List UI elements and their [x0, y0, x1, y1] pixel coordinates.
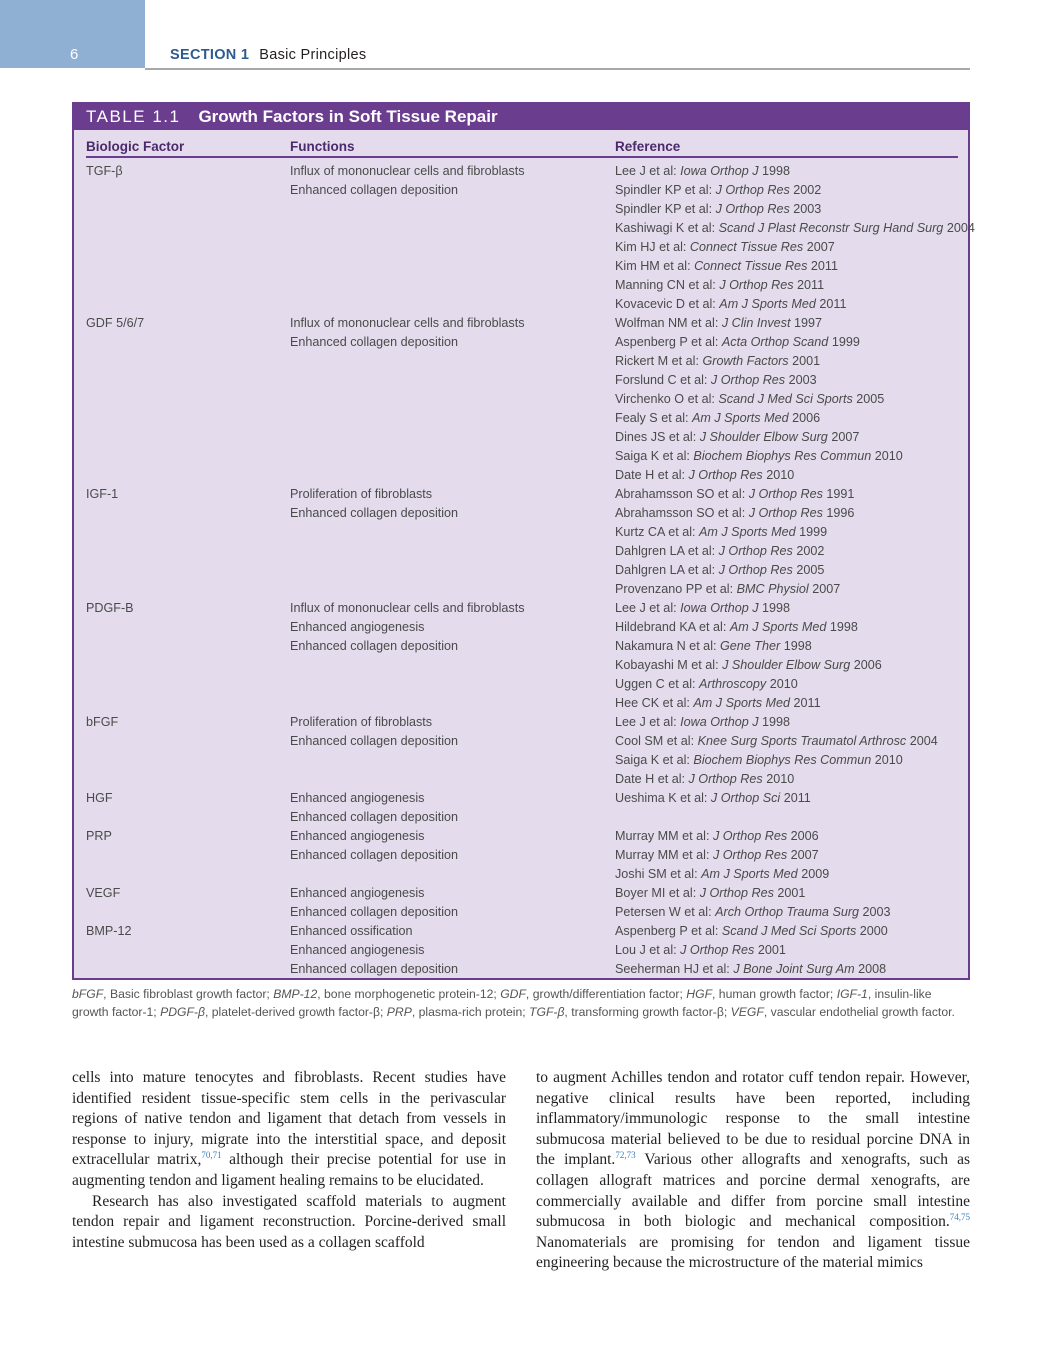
reference-year: 1998 — [762, 164, 791, 178]
function-item: Influx of mononuclear cells and fibroblasts — [290, 316, 525, 330]
reference-journal: Scand J Med Sci Sports — [721, 924, 857, 938]
reference-journal: Gene Ther — [720, 639, 781, 653]
column-header-functions: Functions — [290, 139, 355, 154]
cell-functions — [290, 314, 525, 352]
reference-journal: Am J Sports Med — [729, 620, 827, 634]
reference-item — [615, 428, 903, 447]
footnote-definition: Basic fibroblast growth factor — [109, 987, 267, 1001]
reference-item — [615, 561, 854, 580]
reference-journal: J Bone Joint Surg Am — [733, 962, 855, 976]
reference-authors: Lee J et al: — [615, 601, 677, 615]
reference-authors: Joshi SM et al: — [615, 867, 698, 881]
footnote-definition: platelet-derived growth factor-β — [211, 1004, 380, 1019]
reference-year: 1996 — [826, 506, 855, 520]
reference-authors: Saiga K et al: — [615, 449, 690, 463]
reference-authors: Kashiwagi K et al: — [615, 221, 716, 235]
reference-item — [615, 447, 903, 466]
reference-authors: Nakamura N et al: — [615, 639, 717, 653]
cell-references — [615, 827, 829, 884]
reference-year: 2003 — [793, 202, 822, 216]
reference-journal: Acta Orthop Scand — [721, 335, 829, 349]
reference-journal: J Orthop Res — [715, 202, 790, 216]
reference-year: 2006 — [853, 658, 882, 672]
reference-item — [615, 827, 829, 846]
reference-authors: Manning CN et al: — [615, 278, 716, 292]
reference-year: 2010 — [766, 468, 795, 482]
reference-authors: Cool SM et al: — [615, 734, 695, 748]
reference-item — [615, 523, 854, 542]
table-body — [86, 162, 975, 979]
reference-journal: Scand J Med Sci Sports — [718, 392, 853, 406]
reference-item — [615, 181, 975, 200]
body-text: cells into mature tenocytes and fibroblasts. Recent studies have identified resident tissue-specific stem cells in the perivascular regions of native tendon and ligament that detach from vessels in response to injury, migrate into the interstitial space, and deposit extracellular matrix, — [72, 1069, 506, 1169]
table-row — [86, 599, 958, 713]
footnote-definition: human growth factor — [718, 987, 830, 1001]
reference-year: 2011 — [819, 297, 847, 311]
reference-item — [615, 276, 975, 295]
reference-authors: Forslund C et al: — [615, 373, 708, 387]
footnote-abbreviation: HGF — [686, 987, 713, 1001]
cell-references — [615, 789, 811, 808]
section-title: Basic Principles — [259, 47, 367, 63]
function-item: Enhanced collagen deposition — [290, 183, 459, 197]
cell-biologic-factor: HGF — [86, 791, 113, 805]
reference-journal: J Orthop Res — [748, 487, 823, 501]
reference-year: 1998 — [829, 620, 858, 634]
reference-journal: J Orthop Res — [715, 183, 790, 197]
reference-authors: Date H et al: — [615, 468, 685, 482]
reference-journal: J Orthop Res — [688, 772, 763, 786]
reference-authors: Wolfman NM et al: — [615, 316, 719, 330]
reference-journal: Connect Tissue Res — [689, 240, 804, 254]
footnote-abbreviation: PRP — [386, 1004, 412, 1019]
reference-journal: Iowa Orthop J — [680, 601, 759, 615]
reference-year: 2011 — [793, 696, 821, 710]
reference-item — [615, 390, 903, 409]
reference-item — [615, 884, 891, 903]
reference-journal: Biochem Biophys Res Commun — [693, 449, 872, 463]
reference-journal: J Orthop Res — [688, 468, 763, 482]
reference-journal: Am J Sports Med — [699, 525, 796, 539]
reference-item — [615, 770, 938, 789]
reference-item — [615, 713, 938, 732]
reference-journal: Am J Sports Med — [719, 297, 816, 311]
reference-item — [615, 371, 903, 390]
reference-authors: Aspenberg P et al: — [615, 335, 719, 349]
reference-item — [615, 941, 888, 960]
body-column-left — [72, 1068, 506, 1253]
body-column-right — [536, 1068, 970, 1274]
function-item: Influx of mononuclear cells and fibroblasts — [290, 601, 525, 615]
reference-item — [615, 162, 975, 181]
cell-biologic-factor: PRP — [86, 829, 112, 843]
reference-year: 1997 — [793, 316, 822, 330]
reference-year: 2005 — [796, 563, 825, 577]
citation-superscript[interactable]: 70,71 — [201, 1150, 222, 1161]
reference-year: 2011 — [797, 278, 825, 292]
table-row — [86, 827, 958, 884]
table-row — [86, 713, 958, 789]
reference-journal: Arch Orthop Trauma Surg — [715, 905, 860, 919]
reference-item — [615, 637, 882, 656]
cell-biologic-factor: VEGF — [86, 886, 121, 900]
reference-item — [615, 732, 938, 751]
function-item: Enhanced collagen deposition — [290, 734, 459, 748]
table-row — [86, 314, 958, 485]
table-row — [86, 485, 958, 599]
reference-item — [615, 238, 975, 257]
reference-item — [615, 960, 888, 979]
footnote-abbreviation: GDF — [500, 987, 526, 1001]
body-paragraph — [536, 1068, 970, 1274]
reference-authors: Kim HM et al: — [615, 259, 691, 273]
citation-superscript[interactable]: 72,73 — [615, 1150, 636, 1161]
cell-biologic-factor: IGF-1 — [86, 487, 119, 501]
cell-references — [615, 922, 888, 979]
reference-item — [615, 314, 903, 333]
cell-references — [615, 162, 975, 314]
reference-authors: Kim HJ et al: — [615, 240, 687, 254]
reference-year: 2003 — [788, 373, 817, 387]
reference-year: 2010 — [874, 449, 903, 463]
reference-item — [615, 865, 829, 884]
footnote-abbreviation: TGF-β — [529, 1004, 565, 1019]
reference-authors: Rickert M et al: — [615, 354, 699, 368]
reference-year: 2007 — [806, 240, 835, 254]
function-item: Enhanced collagen deposition — [290, 810, 459, 824]
reference-journal: Knee Surg Sports Traumatol Arthrosc — [697, 734, 907, 748]
reference-journal: Am J Sports Med — [692, 411, 789, 425]
reference-journal: J Orthop Res — [718, 563, 793, 577]
footnote-abbreviation: IGF-1 — [836, 987, 868, 1001]
reference-year: 2002 — [793, 183, 822, 197]
footnote-abbreviation: bFGF — [72, 987, 104, 1001]
reference-journal: J Orthop Res — [712, 848, 788, 862]
reference-journal: J Orthop Res — [719, 278, 794, 292]
reference-authors: Spindler KP et al: — [615, 183, 713, 197]
reference-year: 2011 — [783, 791, 811, 805]
function-item: Enhanced collagen deposition — [290, 639, 459, 653]
reference-year: 2004 — [909, 734, 938, 748]
body-text: to augment Achilles tendon and rotator cuff tendon repair. However, negative clinical results have been reported, including inflammatory/immunologic response to the small intestine submucosa material believed to be due to residual porcine DNA in the implant. — [536, 1069, 970, 1169]
growth-factors-table — [72, 102, 975, 980]
function-item: Enhanced angiogenesis — [290, 791, 425, 805]
reference-authors: Murray MM et al: — [615, 848, 710, 862]
cell-biologic-factor: TGF-β — [86, 164, 123, 178]
reference-item — [615, 846, 829, 865]
cell-references — [615, 884, 891, 922]
reference-year: 2008 — [858, 962, 887, 976]
reference-authors: Lee J et al: — [615, 715, 677, 729]
reference-authors: Uggen C et al: — [615, 677, 696, 691]
cell-functions — [290, 162, 525, 200]
reference-year: 2000 — [859, 924, 888, 938]
reference-year: 1999 — [831, 335, 860, 349]
cell-functions — [290, 485, 458, 523]
table-titlebar — [74, 104, 968, 130]
function-item: Enhanced collagen deposition — [290, 848, 459, 862]
reference-item — [615, 922, 888, 941]
reference-journal: J Shoulder Elbow Surg — [699, 430, 828, 444]
citation-superscript[interactable]: 74,75 — [949, 1212, 970, 1223]
reference-authors: Spindler KP et al: — [615, 202, 713, 216]
reference-item — [615, 295, 975, 314]
cell-references — [615, 713, 938, 789]
section-label: SECTION 1 — [170, 47, 250, 63]
reference-journal: J Orthop Res — [748, 506, 823, 520]
reference-authors: Hildebrand KA et al: — [615, 620, 727, 634]
function-item: Enhanced collagen deposition — [290, 506, 459, 520]
cell-references — [615, 314, 903, 485]
reference-journal: Am J Sports Med — [701, 867, 798, 881]
cell-functions — [290, 884, 458, 922]
function-item: Influx of mononuclear cells and fibroblasts — [290, 164, 525, 178]
reference-authors: Aspenberg P et al: — [615, 924, 719, 938]
cell-biologic-factor: GDF 5/6/7 — [86, 316, 145, 330]
reference-year: 2006 — [792, 411, 821, 425]
body-text: Various other allografts and xenografts, such as collagen allograft matrices and porcine dermal xenografts, are commercially available and differ from porcine small intestine submucosa in both biologic and mechanical composition. — [536, 1151, 970, 1231]
column-header-biologic-factor: Biologic Factor — [86, 139, 185, 154]
table-column-headers — [86, 138, 958, 158]
footnote-definition: plasma-rich protein — [418, 1004, 523, 1019]
function-item: Enhanced angiogenesis — [290, 620, 425, 634]
reference-item — [615, 656, 882, 675]
reference-authors: Fealy S et al: — [615, 411, 689, 425]
reference-year: 2001 — [757, 943, 786, 957]
reference-journal: J Orthop Res — [710, 373, 786, 387]
reference-item — [615, 694, 882, 713]
reference-authors: Kovacevic D et al: — [615, 297, 716, 311]
reference-item — [615, 504, 854, 523]
reference-year: 2005 — [856, 392, 885, 406]
reference-authors: Lou J et al: — [615, 943, 677, 957]
reference-year: 2001 — [777, 886, 806, 900]
reference-year: 2010 — [766, 772, 795, 786]
footnote-abbreviation: VEGF — [730, 1004, 764, 1019]
reference-authors: Hee CK et al: — [615, 696, 690, 710]
reference-item — [615, 580, 854, 599]
reference-journal: Connect Tissue Res — [694, 259, 808, 273]
reference-year: 1991 — [826, 487, 855, 501]
reference-journal: Biochem Biophys Res Commun — [693, 753, 872, 767]
reference-year: 1998 — [783, 639, 812, 653]
reference-authors: Virchenko O et al: — [615, 392, 715, 406]
body-text: Nanomaterials are promising for tendon and ligament tissue engineering because the microstructure of the material mimics — [536, 1233, 970, 1272]
reference-item — [615, 466, 903, 485]
reference-journal: BMC Physiol — [736, 582, 809, 596]
header-rule — [145, 68, 970, 70]
reference-year: 2007 — [831, 430, 860, 444]
function-item: Enhanced ossification — [290, 924, 413, 938]
reference-year: 2007 — [812, 582, 841, 596]
footnote-definition: growth/differentiation factor — [532, 987, 680, 1001]
reference-year: 1998 — [762, 601, 791, 615]
reference-journal: Growth Factors — [702, 354, 789, 368]
cell-functions — [290, 922, 458, 979]
reference-year: 2009 — [801, 867, 830, 881]
reference-journal: Iowa Orthop J — [680, 164, 759, 178]
reference-authors: Saiga K et al: — [615, 753, 690, 767]
reference-item — [615, 257, 975, 276]
reference-authors: Murray MM et al: — [615, 829, 710, 843]
cell-references — [615, 599, 882, 713]
reference-item — [615, 219, 975, 238]
reference-year: 1998 — [762, 715, 791, 729]
reference-authors: Abrahamsson SO et al: — [615, 506, 746, 520]
function-item: Enhanced angiogenesis — [290, 829, 425, 843]
reference-journal: Arthroscopy — [699, 677, 767, 691]
reference-authors: Petersen W et al: — [615, 905, 712, 919]
cell-biologic-factor: BMP-12 — [86, 924, 132, 938]
reference-year: 2006 — [790, 829, 819, 843]
reference-authors: Abrahamsson SO et al: — [615, 487, 746, 501]
cell-biologic-factor: bFGF — [86, 715, 119, 729]
reference-authors: Dahlgren LA et al: — [615, 563, 716, 577]
reference-authors: Provenzano PP et al: — [615, 582, 734, 596]
cell-biologic-factor: PDGF-B — [86, 601, 134, 615]
reference-authors: Dines JS et al: — [615, 430, 697, 444]
reference-journal: J Shoulder Elbow Surg — [722, 658, 851, 672]
page-number: 6 — [70, 46, 79, 63]
reference-journal: J Orthop Res — [718, 544, 793, 558]
function-item: Enhanced collagen deposition — [290, 905, 459, 919]
function-item: Enhanced angiogenesis — [290, 886, 425, 900]
reference-authors: Boyer MI et al: — [615, 886, 697, 900]
cell-functions — [290, 599, 525, 656]
footnote-definition: vascular endothelial growth factor — [770, 1004, 952, 1019]
reference-journal: J Orthop Res — [680, 943, 755, 957]
reference-item — [615, 675, 882, 694]
cell-functions — [290, 827, 458, 865]
reference-item — [615, 200, 975, 219]
reference-item — [615, 409, 903, 428]
table-row — [86, 884, 958, 922]
footnote-definition: bone morphogenetic protein-12 — [324, 987, 494, 1001]
body-text: although their precise potential for use in augmenting tendon and ligament healing remains to be elucidated. — [72, 1151, 506, 1189]
reference-year: 2002 — [796, 544, 825, 558]
body-paragraph: Research has also investigated scaffold materials to augment tendon repair and ligament reconstruction. Porcine-derived small intestine submucosa has been used as a collagen scaffold — [72, 1192, 506, 1251]
reference-year: 2010 — [769, 677, 798, 691]
reference-journal: Am J Sports Med — [693, 696, 790, 710]
table-row — [86, 789, 958, 827]
cell-references — [615, 485, 854, 599]
reference-journal: J Orthop Sci — [710, 791, 781, 805]
reference-authors: Kobayashi M et al: — [615, 658, 719, 672]
reference-authors: Ueshima K et al: — [615, 791, 708, 805]
reference-item — [615, 542, 854, 561]
reference-year: 2003 — [862, 905, 891, 919]
reference-year: 2010 — [874, 753, 903, 767]
reference-journal: J Orthop Res — [712, 829, 788, 843]
cell-functions — [290, 789, 458, 827]
running-header — [170, 47, 366, 63]
footnote-abbreviation: BMP-12 — [273, 987, 318, 1001]
reference-authors: Kurtz CA et al: — [615, 525, 696, 539]
reference-year: 1999 — [799, 525, 828, 539]
table-row — [86, 162, 975, 314]
reference-authors: Lee J et al: — [615, 164, 677, 178]
function-item: Enhanced collagen deposition — [290, 962, 459, 976]
cell-functions — [290, 713, 458, 751]
table-title: Growth Factors in Soft Tissue Repair — [198, 107, 498, 126]
reference-authors: Seeherman HJ et al: — [615, 962, 730, 976]
reference-authors: Dahlgren LA et al: — [615, 544, 716, 558]
reference-item — [615, 599, 882, 618]
table-row — [86, 922, 958, 979]
table-label: TABLE 1.1 — [86, 107, 181, 126]
reference-journal: Scand J Plast Reconstr Surg Hand Surg — [718, 221, 944, 235]
reference-journal: J Clin Invest — [721, 316, 791, 330]
table-footnote: bFGF, Basic fibroblast growth factor; BMP-12, bone morphogenetic protein-12; GDF, growth/differentiation factor; HGF, human growth factor; IGF-1, insulin-like growth factor-1; PDGF-β, platelet-derived growth factor-β; PRP, plasma-rich protein; TGF-β, transforming growth factor-β; VEGF, vascular endothelial growth factor. — [72, 987, 955, 1019]
reference-item — [615, 789, 811, 808]
reference-item — [615, 485, 854, 504]
reference-item — [615, 352, 903, 371]
reference-authors: Date H et al: — [615, 772, 685, 786]
function-item: Proliferation of fibroblasts — [290, 715, 433, 729]
reference-item — [615, 333, 903, 352]
function-item: Enhanced collagen deposition — [290, 335, 459, 349]
reference-year: 2004 — [946, 221, 975, 235]
function-item: Proliferation of fibroblasts — [290, 487, 433, 501]
reference-year: 2001 — [792, 354, 821, 368]
footnote-definition: insulin-like growth factor-1 — [72, 987, 932, 1019]
function-item: Enhanced angiogenesis — [290, 943, 425, 957]
reference-year: 2011 — [810, 259, 838, 273]
footnote-definition: transforming growth factor-β — [571, 1004, 724, 1019]
reference-year: 2007 — [790, 848, 819, 862]
body-paragraph — [72, 1068, 506, 1192]
reference-item — [615, 618, 882, 637]
reference-journal: Iowa Orthop J — [680, 715, 759, 729]
reference-journal: J Orthop Res — [699, 886, 774, 900]
reference-item — [615, 903, 891, 922]
column-header-reference: Reference — [615, 139, 681, 154]
footnote-abbreviation: PDGF-β — [160, 1004, 205, 1019]
reference-item — [615, 751, 938, 770]
